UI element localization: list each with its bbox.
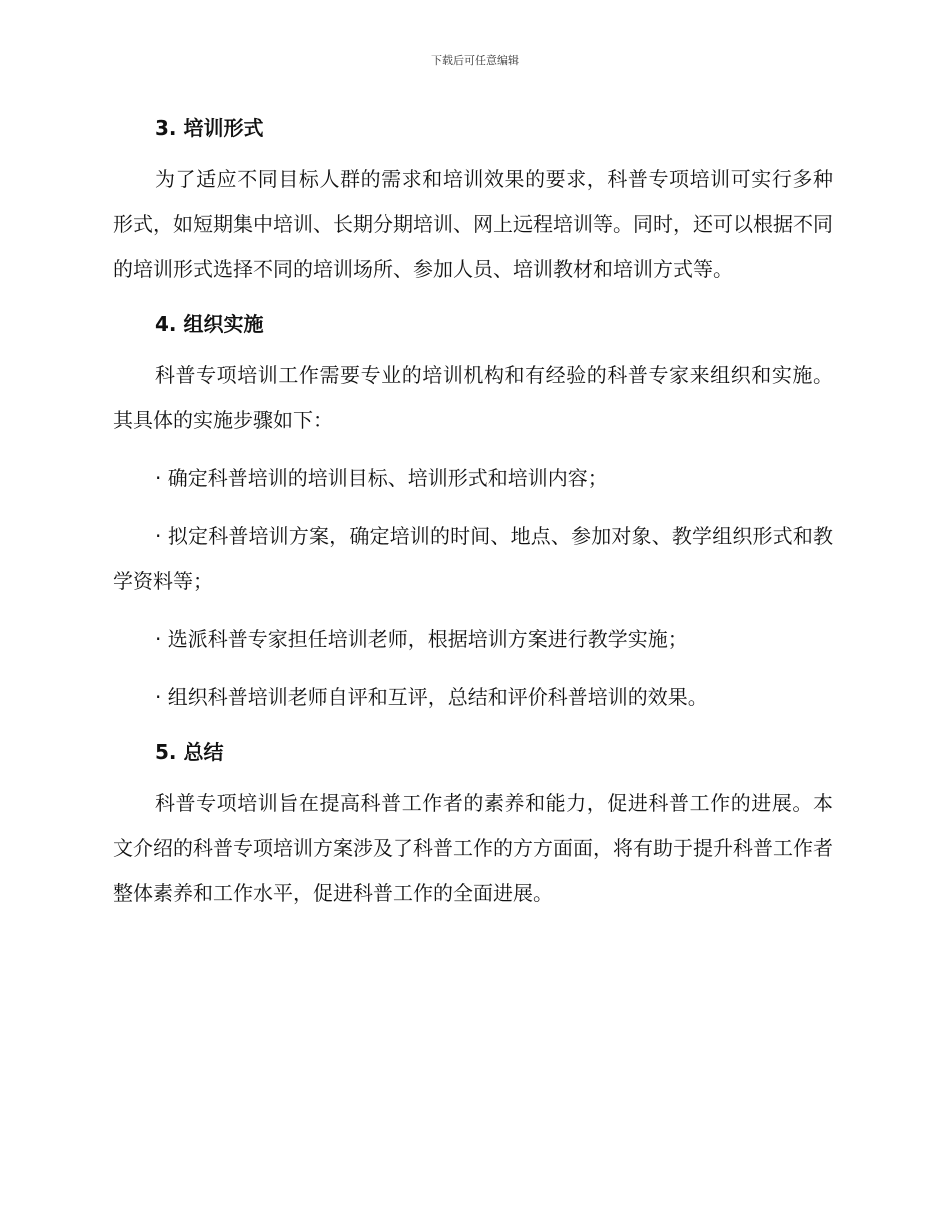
list-item-step-4: · 组织科普培训老师自评和互评，总结和评价科普培训的效果。 (155, 685, 708, 709)
section-heading-implementation: 4. 组织实施 (155, 312, 264, 336)
page-header: 下载后可任意编辑 (431, 54, 519, 67)
list-item-step-1: · 确定科普培训的培训目标、培训形式和培训内容； (155, 466, 608, 490)
list-item-step-2: · 拟定科普培训方案，确定培训的时间、地点、参加对象、教学组织形式和教学资料等； (113, 524, 833, 593)
paragraph-implementation: 科普专项培训工作需要专业的培训机构和有经验的科普专家来组织和实施。其具体的实施步骤如下： (113, 363, 833, 432)
document-body (113, 113, 833, 916)
list-item-step-3: · 选派科普专家担任培训老师，根据培训方案进行教学实施； (155, 627, 688, 651)
paragraph-training-format: 为了适应不同目标人群的需求和培训效果的要求，科普专项培训可实行多种形式，如短期集中培训、长期分期培训、网上远程培训等。同时，还可以根据不同的培训形式选择不同的培训场所、参加人员、培训教材和培训方式等。 (113, 167, 833, 281)
section-heading-summary: 5. 总结 (155, 740, 224, 764)
paragraph-summary: 科普专项培训旨在提高科普工作者的素养和能力，促进科普工作的进展。本文介绍的科普专项培训方案涉及了科普工作的方方面面，将有助于提升科普工作者整体素养和工作水平，促进科普工作的全面进展。 (113, 791, 833, 905)
section-heading-training-format: 3. 培训形式 (155, 116, 264, 140)
